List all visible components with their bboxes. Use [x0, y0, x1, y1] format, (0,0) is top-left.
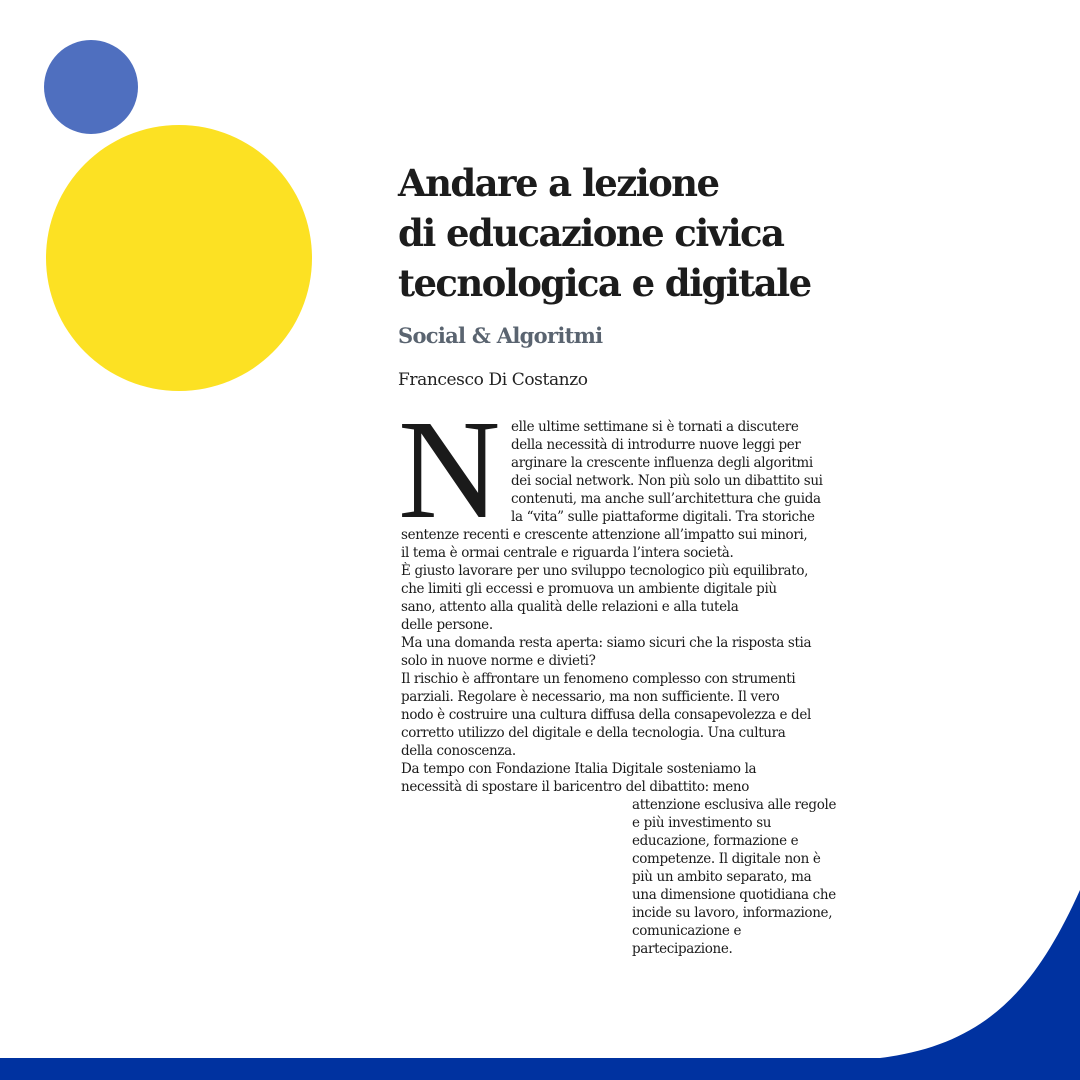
body-line: elle ultime settimane si è tornati a discutere [511, 419, 799, 435]
body-line: più un ambito separato, ma [632, 869, 812, 885]
body-line: incide su lavoro, informazione, [632, 905, 833, 921]
body-line: una dimensione quotidiana che [632, 887, 836, 903]
body-line: arginare la crescente influenza degli algoritmi [511, 455, 813, 471]
body-line: nodo è costruire una cultura diffusa della consapevolezza e del [401, 707, 811, 723]
body-line: Da tempo con Fondazione Italia Digitale sosteniamo la [401, 761, 757, 777]
blue-circle [44, 40, 138, 134]
body-line: corretto utilizzo del digitale e della tecnologia. Una cultura [401, 725, 786, 741]
body-line: partecipazione. [632, 941, 733, 957]
body-line: parziali. Regolare è necessario, ma non sufficiente. Il vero [401, 689, 780, 705]
article-title [398, 158, 811, 308]
body-line: Il rischio è affrontare un fenomeno complesso con strumenti [401, 671, 796, 687]
body-line: e più investimento su [632, 815, 772, 831]
body-line: delle persone. [401, 617, 493, 633]
body-line: la “vita” sulle piattaforme digitali. Tra storiche [511, 509, 815, 525]
body-line: solo in nuove norme e divieti? [401, 653, 596, 669]
corner-curve-shape [0, 890, 1080, 1080]
body-line: sentenze recenti e crescente attenzione all’impatto sui minori, [401, 527, 808, 543]
article-author: Francesco Di Costanzo [398, 370, 588, 390]
title-line: tecnologica e digitale [398, 261, 811, 305]
body-line: necessità di spostare il baricentro del dibattito: meno [401, 779, 749, 795]
body-line: educazione, formazione e [632, 833, 799, 849]
body-line: della conoscenza. [401, 743, 516, 759]
body-line: che limiti gli eccessi e promuova un ambiente digitale più [401, 581, 777, 597]
body-line: comunicazione e [632, 923, 742, 939]
body-line: È giusto lavorare per uno sviluppo tecnologico più equilibrato, [401, 563, 809, 579]
body-line: competenze. Il digitale non è [632, 851, 821, 867]
body-line: dei social network. Non più solo un dibattito sui [511, 473, 823, 489]
body-line: attenzione esclusiva alle regole [632, 797, 837, 813]
body-line: sano, attento alla qualità delle relazioni e alla tutela [401, 599, 739, 615]
body-line: Ma una domanda resta aperta: siamo sicuri che la risposta stia [401, 635, 812, 651]
body-line: contenuti, ma anche sull’architettura che guida [511, 491, 821, 507]
body-line: della necessità di introdurre nuove leggi per [511, 437, 801, 453]
drop-cap: N [398, 390, 501, 548]
body-line: il tema è ormai centrale e riguarda l’intera società. [401, 545, 734, 561]
title-line: Andare a lezione [398, 161, 719, 205]
yellow-circle [46, 125, 312, 391]
title-line: di educazione civica [398, 211, 784, 255]
article-category: Social & Algoritmi [398, 323, 603, 348]
